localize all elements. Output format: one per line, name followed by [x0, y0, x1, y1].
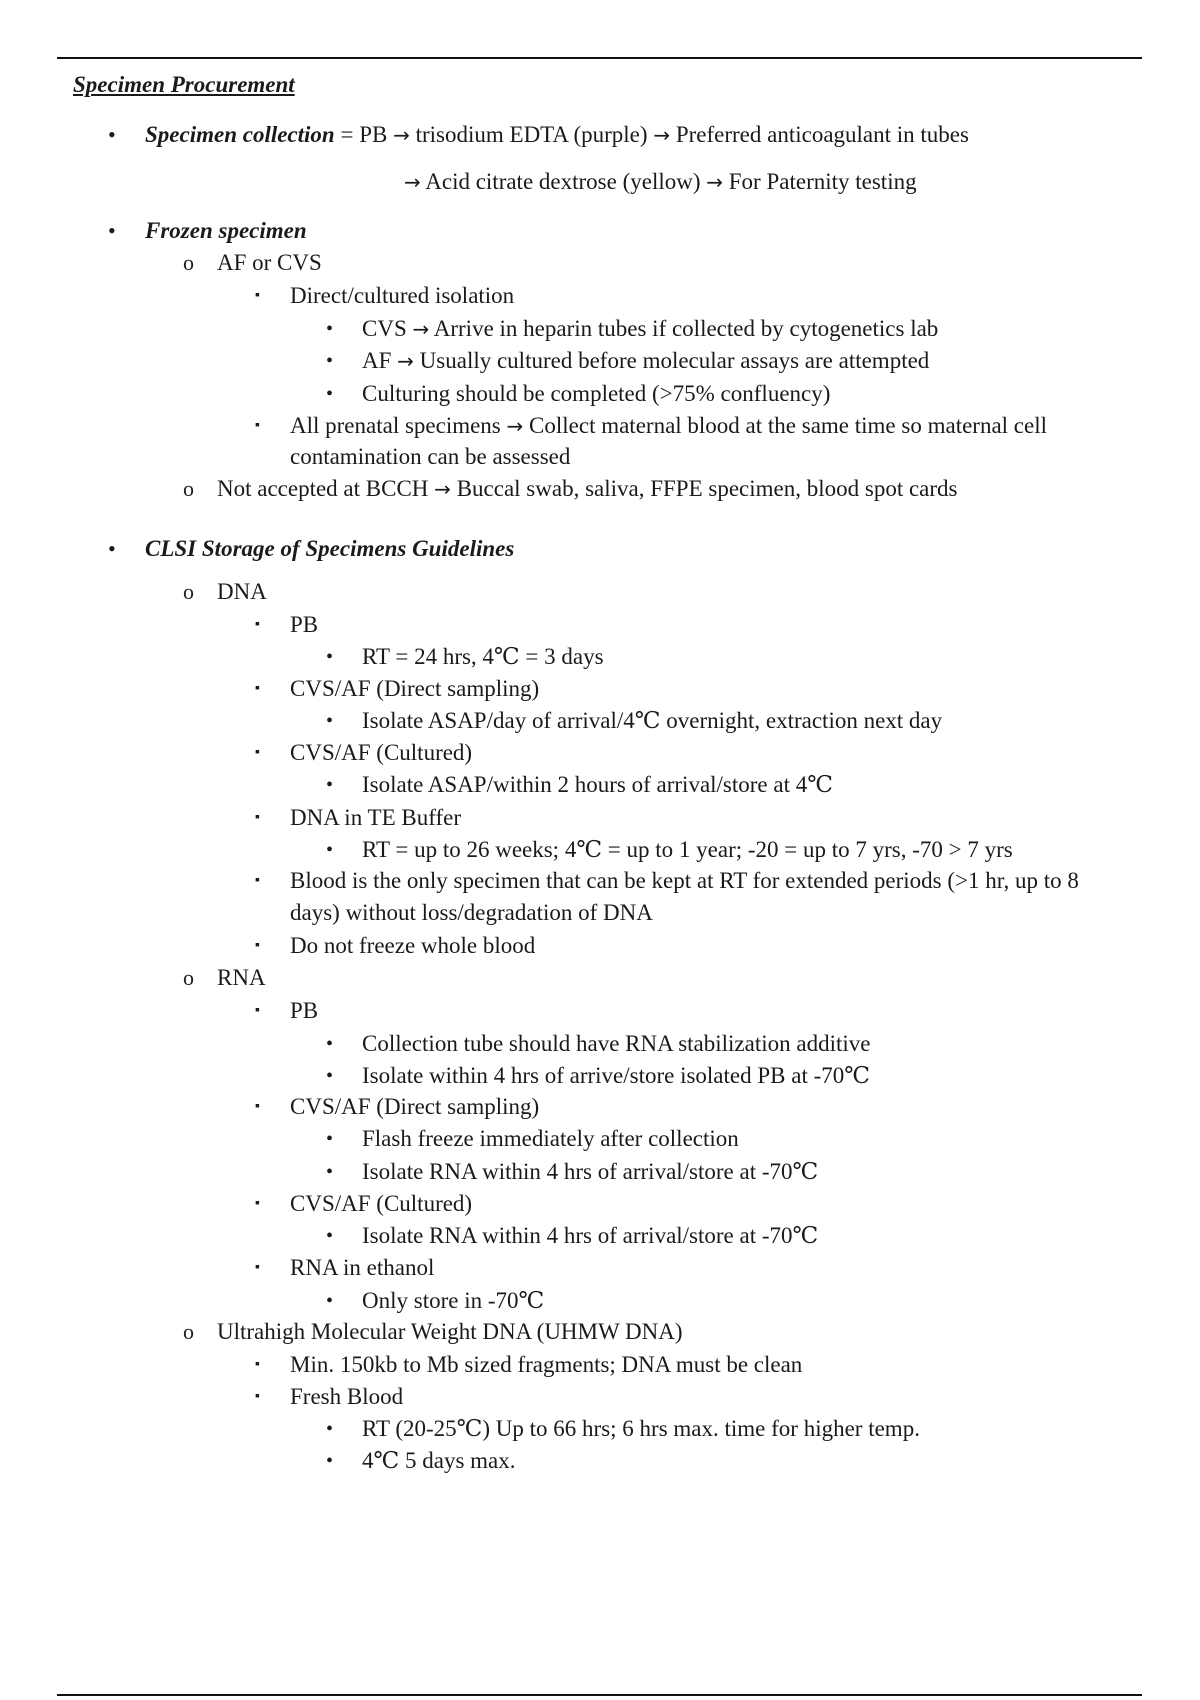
bullet: •	[326, 1290, 334, 1312]
bullet: •	[326, 1128, 334, 1150]
list-item: Direct/cultured isolation	[290, 283, 515, 308]
arrow-icon: →	[506, 414, 524, 438]
bullet: •	[326, 1033, 334, 1055]
list-item: RNA in ethanol	[290, 1255, 435, 1280]
list-item: Isolate ASAP/within 2 hours of arrival/store at 4℃	[362, 772, 833, 797]
arrow-icon: →	[706, 170, 724, 194]
bullet: ▪	[255, 1389, 260, 1404]
list-item: Min. 150kb to Mb sized fragments; DNA must be clean	[290, 1352, 803, 1377]
arrow-icon: →	[412, 317, 430, 341]
bottom-rule	[57, 1694, 1142, 1696]
bullet: ▪	[255, 810, 260, 825]
list-item-continuation: contamination can be assessed	[290, 444, 571, 469]
list-item: CVS/AF (Cultured)	[290, 1191, 473, 1216]
bullet: •	[326, 383, 334, 405]
bullet: •	[326, 1418, 334, 1440]
bullet: ▪	[255, 418, 260, 433]
rna-label: RNA	[217, 965, 266, 990]
list-item: RT = up to 26 weeks; 4℃ = up to 1 year; -20 = up to 7 yrs, -70 > 7 yrs	[362, 837, 1013, 862]
bullet: •	[108, 218, 116, 243]
list-item: 4℃ 5 days max.	[362, 1448, 516, 1473]
bullet: •	[108, 536, 116, 561]
list-item: PB	[290, 998, 319, 1023]
list-item: AF → Usually cultured before molecular assays are attempted	[362, 348, 930, 373]
list-item: CVS/AF (Direct sampling)	[290, 676, 540, 701]
bullet: •	[326, 318, 334, 340]
list-item: RT = 24 hrs, 4℃ = 3 days	[362, 644, 604, 669]
bullet: ▪	[255, 1003, 260, 1018]
bullet: ▪	[255, 1260, 260, 1275]
list-item: Culturing should be completed (>75% confluency)	[362, 381, 831, 406]
bullet: •	[326, 839, 334, 861]
arrow-icon: →	[404, 170, 421, 194]
list-item: Isolate ASAP/day of arrival/4℃ overnight, extraction next day	[362, 708, 943, 733]
list-item: RT (20-25℃) Up to 66 hrs; 6 hrs max. time for higher temp.	[362, 1416, 920, 1441]
arrow-icon: →	[653, 123, 671, 147]
list-item: Blood is the only specimen that can be kept at RT for extended periods (>1 hr, up to 8	[290, 868, 1079, 893]
bullet: ▪	[255, 873, 260, 888]
specimen-collection-line-2: → Acid citrate dextrose (yellow) → For Paternity testing	[404, 169, 917, 194]
list-item: Isolate RNA within 4 hrs of arrival/store at -70℃	[362, 1159, 819, 1184]
bullet: •	[326, 646, 334, 668]
list-item: Isolate within 4 hrs of arrive/store isolated PB at -70℃	[362, 1063, 870, 1088]
frozen-specimen-label: Frozen specimen	[145, 218, 307, 243]
bullet: ▪	[255, 681, 260, 696]
list-item: CVS/AF (Cultured)	[290, 740, 473, 765]
top-rule	[57, 57, 1142, 59]
bullet: o	[183, 476, 194, 501]
list-item: Not accepted at BCCH → Buccal swab, saliva, FFPE specimen, blood spot cards	[217, 476, 958, 501]
arrow-icon: →	[397, 349, 414, 373]
bullet: •	[326, 1161, 334, 1183]
arrow-icon: →	[393, 123, 410, 147]
list-item: All prenatal specimens → Collect maternal blood at the same time so maternal cell	[290, 413, 1047, 438]
list-item: CVS → Arrive in heparin tubes if collected by cytogenetics lab	[362, 316, 939, 341]
dna-label: DNA	[217, 579, 267, 604]
bullet: ▪	[255, 745, 260, 760]
list-item: Only store in -70℃	[362, 1288, 545, 1313]
bullet: •	[326, 350, 334, 372]
list-item: Isolate RNA within 4 hrs of arrival/store at -70℃	[362, 1223, 819, 1248]
bullet: •	[326, 1450, 334, 1472]
bullet: ▪	[255, 1196, 260, 1211]
clsi-label: CLSI Storage of Specimens Guidelines	[145, 536, 515, 561]
uhmw-label: Ultrahigh Molecular Weight DNA (UHMW DNA)	[217, 1319, 683, 1344]
bullet: ▪	[255, 938, 260, 953]
bullet: o	[183, 579, 194, 604]
bullet: •	[326, 1065, 334, 1087]
list-item: Do not freeze whole blood	[290, 933, 536, 958]
list-item: DNA in TE Buffer	[290, 805, 461, 830]
page-heading: Specimen Procurement	[73, 72, 295, 97]
list-item: AF or CVS	[217, 250, 322, 275]
list-item: Collection tube should have RNA stabilization additive	[362, 1031, 871, 1056]
bullet: o	[183, 250, 194, 275]
list-item: CVS/AF (Direct sampling)	[290, 1094, 540, 1119]
bullet: •	[326, 1225, 334, 1247]
specimen-collection-line: Specimen collection = PB → trisodium EDTA (purple) → Preferred anticoagulant in tubes	[145, 122, 969, 147]
bullet: ▪	[255, 617, 260, 632]
bullet: ▪	[255, 1357, 260, 1372]
bullet: •	[326, 774, 334, 796]
list-item: PB	[290, 612, 319, 637]
bullet: •	[326, 710, 334, 732]
bullet: o	[183, 965, 194, 990]
arrow-icon: →	[434, 477, 451, 501]
list-item-continuation: days) without loss/degradation of DNA	[290, 900, 653, 925]
bullet: ▪	[255, 1099, 260, 1114]
bullet: o	[183, 1319, 194, 1344]
list-item: Fresh Blood	[290, 1384, 404, 1409]
bullet: •	[108, 122, 116, 147]
list-item: Flash freeze immediately after collection	[362, 1126, 739, 1151]
bullet: ▪	[255, 288, 260, 303]
